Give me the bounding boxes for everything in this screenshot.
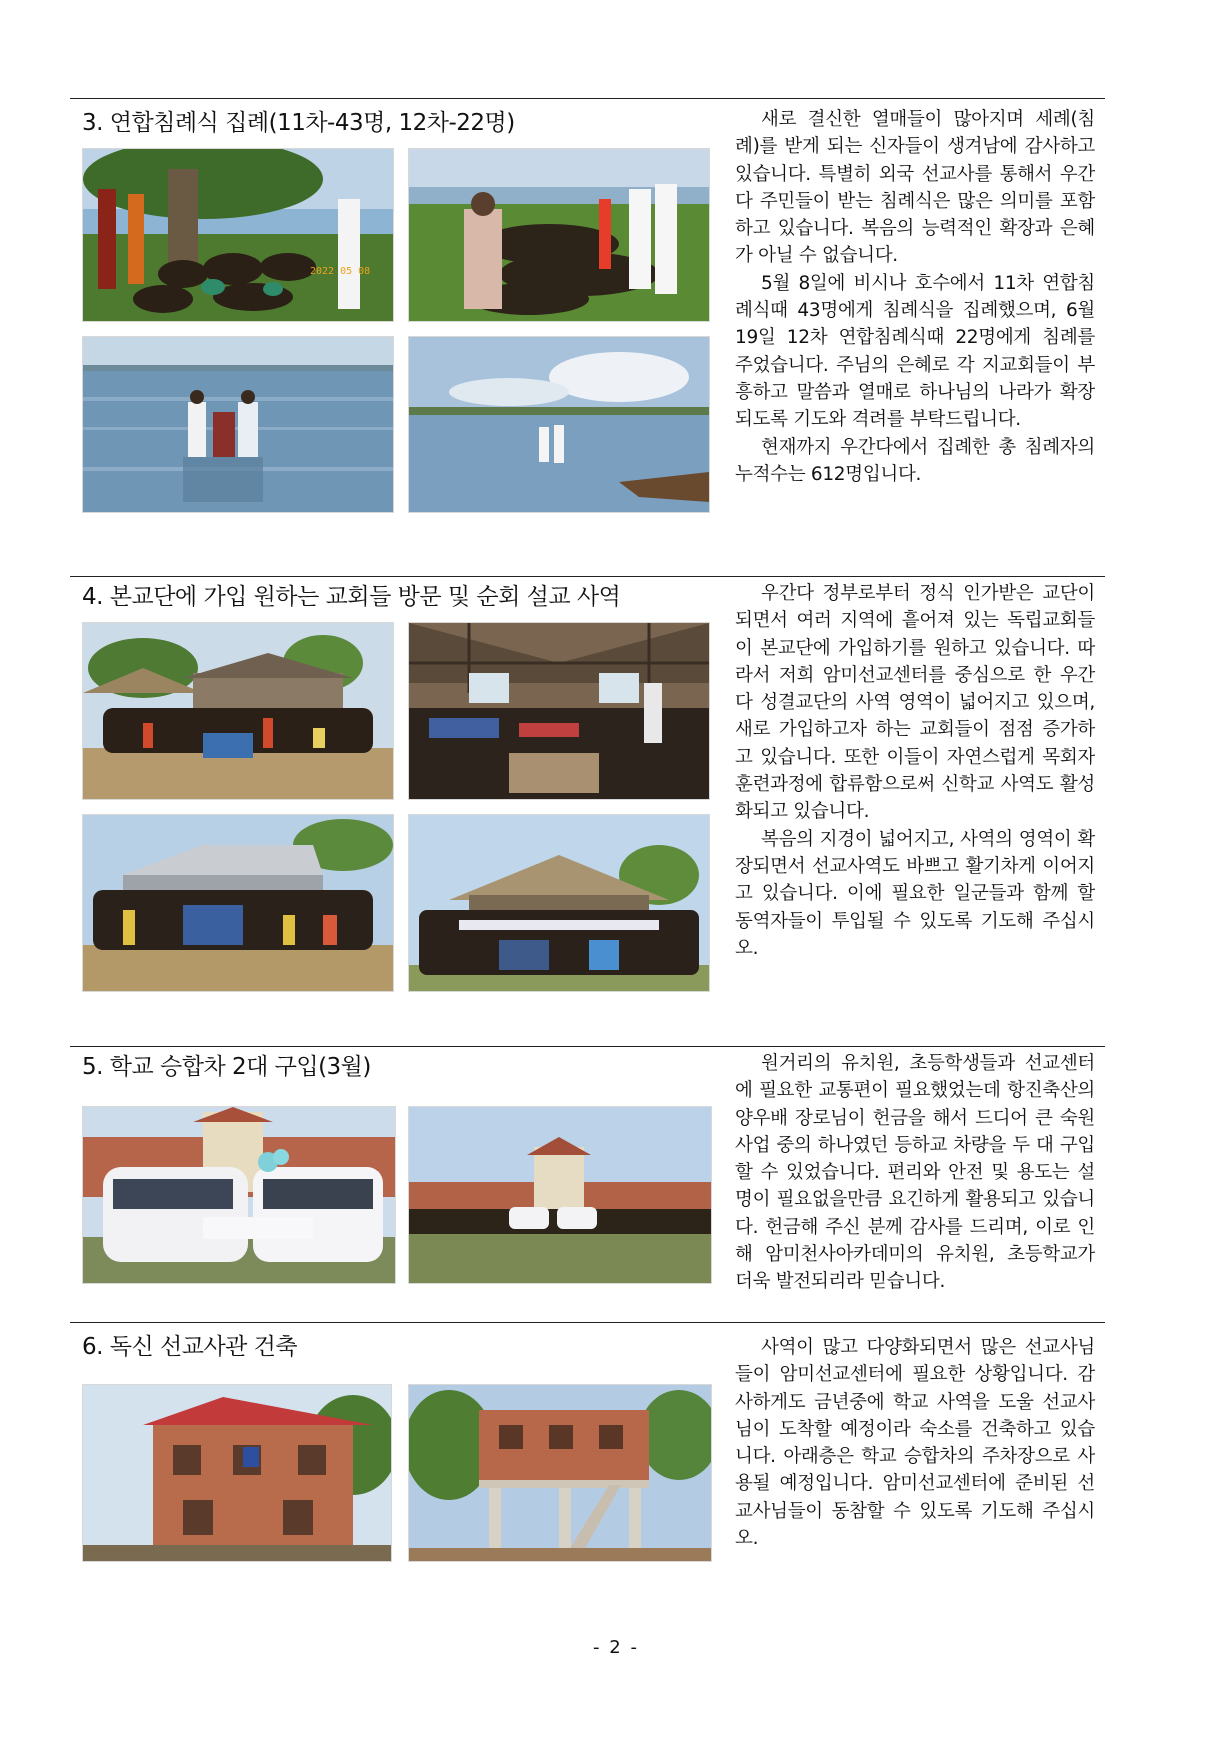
- photo-church-group-outdoor: [82, 622, 394, 800]
- section-body: [735, 106, 1095, 488]
- section-missionary-house: [70, 1322, 1105, 1572]
- section-divider: [70, 576, 1105, 577]
- paragraph: 복음의 지경이 넓어지고, 사역의 영역이 확장되면서 선교사역도 바쁘고 활기차게 이어지고 있습니다. 이에 필요한 일군들과 함께 할 동역자들이 투입될 수 있도록 기도해 주십시오.: [735, 828, 1095, 959]
- section-heading: 6. 독신 선교사관 건축: [82, 1334, 298, 1360]
- section-school-vans: [70, 1046, 1105, 1316]
- photo-church-thatched-roof: [408, 814, 710, 992]
- photo-church-interior: [408, 622, 710, 800]
- paragraph: 5월 8일에 비시나 호수에서 11차 연합침례식때 43명에게 침례식을 집례했으며, 6월 19일 12차 연합침례식때 22명에게 침례를 주었습니다. 주님의 은혜로 각 지교회들이 부흥하고 말씀과 열매로 하나님의 나라가 확장되도록 기도와 격려를 부탁드립니다.: [735, 272, 1095, 431]
- photo-two-vans: [82, 1106, 396, 1284]
- section-body: [735, 1050, 1095, 1296]
- paragraph: 현재까지 우간다에서 집례한 총 침례자의 누적수는 612명입니다.: [735, 436, 1095, 485]
- section-baptism: [70, 98, 1105, 518]
- page-number: - 2 -: [593, 1637, 639, 1658]
- photo-date-stamp: 2022 05 08: [310, 266, 371, 277]
- section-heading: 4. 본교단에 가입 원하는 교회들 방문 및 순회 설교 사역: [82, 584, 621, 610]
- paragraph: 새로 결신한 열매들이 많아지며 세례(침례)를 받게 되는 신자들이 생겨남에 감사하고 있습니다. 특별히 외국 선교사를 통해서 우간다 주민들이 받는 침례식은 많은 의미를 포함하고 있습니다. 복음의 능력적인 확장과 은혜가 아닐 수 없습니다.: [735, 109, 1095, 267]
- photo-church-group-building: [82, 814, 394, 992]
- photo-baptism-gathering: [82, 148, 394, 322]
- section-heading: 3. 연합침례식 집례(11차-43명, 12차-22명): [82, 110, 515, 136]
- photo-brick-house-side: [82, 1384, 392, 1562]
- section-heading: 5. 학교 승합차 2대 구입(3월): [82, 1054, 371, 1080]
- section-church-visits: [70, 576, 1105, 996]
- section-body: [735, 1334, 1095, 1552]
- paragraph: 우간다 정부로부터 정식 인가받은 교단이 되면서 여러 지역에 흩어져 있는 독립교회들이 본교단에 가입하기를 원하고 있습니다. 따라서 저희 암미선교센터를 중심으로 한 우간다 성결교단의 사역 영역이 넓어지고 있으며, 새로 가입하고자 하는 교회들이 점점 증가하고 있습니다. 또한 이들이 자연스럽게 목회자 훈련과정에 합류함으로써 신학교 사역도 활성화되고 있습니다.: [735, 583, 1095, 823]
- section-body: [735, 580, 1095, 962]
- paragraph: 사역이 많고 다양화되면서 많은 선교사님들이 암미선교센터에 필요한 상황입니다. 감사하게도 금년중에 학교 사역을 도울 선교사님이 도착할 예정이라 숙소를 건축하고 있습니다. 아래층은 학교 승합차의 주차장으로 사용될 예정입니다. 암미선교센터에 준비된 선교사님들이 동참할 수 있도록 기도해 주십시오.: [735, 1337, 1095, 1550]
- photo-baptism-crowd: [408, 148, 710, 322]
- paragraph: 원거리의 유치원, 초등학생들과 선교센터에 필요한 교통편이 필요했었는데 항진축산의 양우배 장로님이 헌금을 해서 드디어 큰 숙원사업 중의 하나였던 등하교 차량을 두 대 구입할 수 있었습니다. 편리와 안전 및 용도는 설명이 필요없을만큼 요긴하게 활용되고 있습니다. 헌금해 주신 분께 감사를 드리며, 이로 인해 암미천사아카데미의 유치원, 초등학교가 더욱 발전되리라 믿습니다.: [735, 1053, 1095, 1293]
- photo-brick-house-front: [408, 1384, 712, 1562]
- section-divider: [70, 98, 1105, 99]
- photo-baptism-lake-close: [82, 336, 394, 513]
- photo-baptism-lake-wide: [408, 336, 710, 513]
- photo-school-vans-students: [408, 1106, 712, 1284]
- section-divider: [70, 1046, 1105, 1047]
- section-divider: [70, 1322, 1105, 1323]
